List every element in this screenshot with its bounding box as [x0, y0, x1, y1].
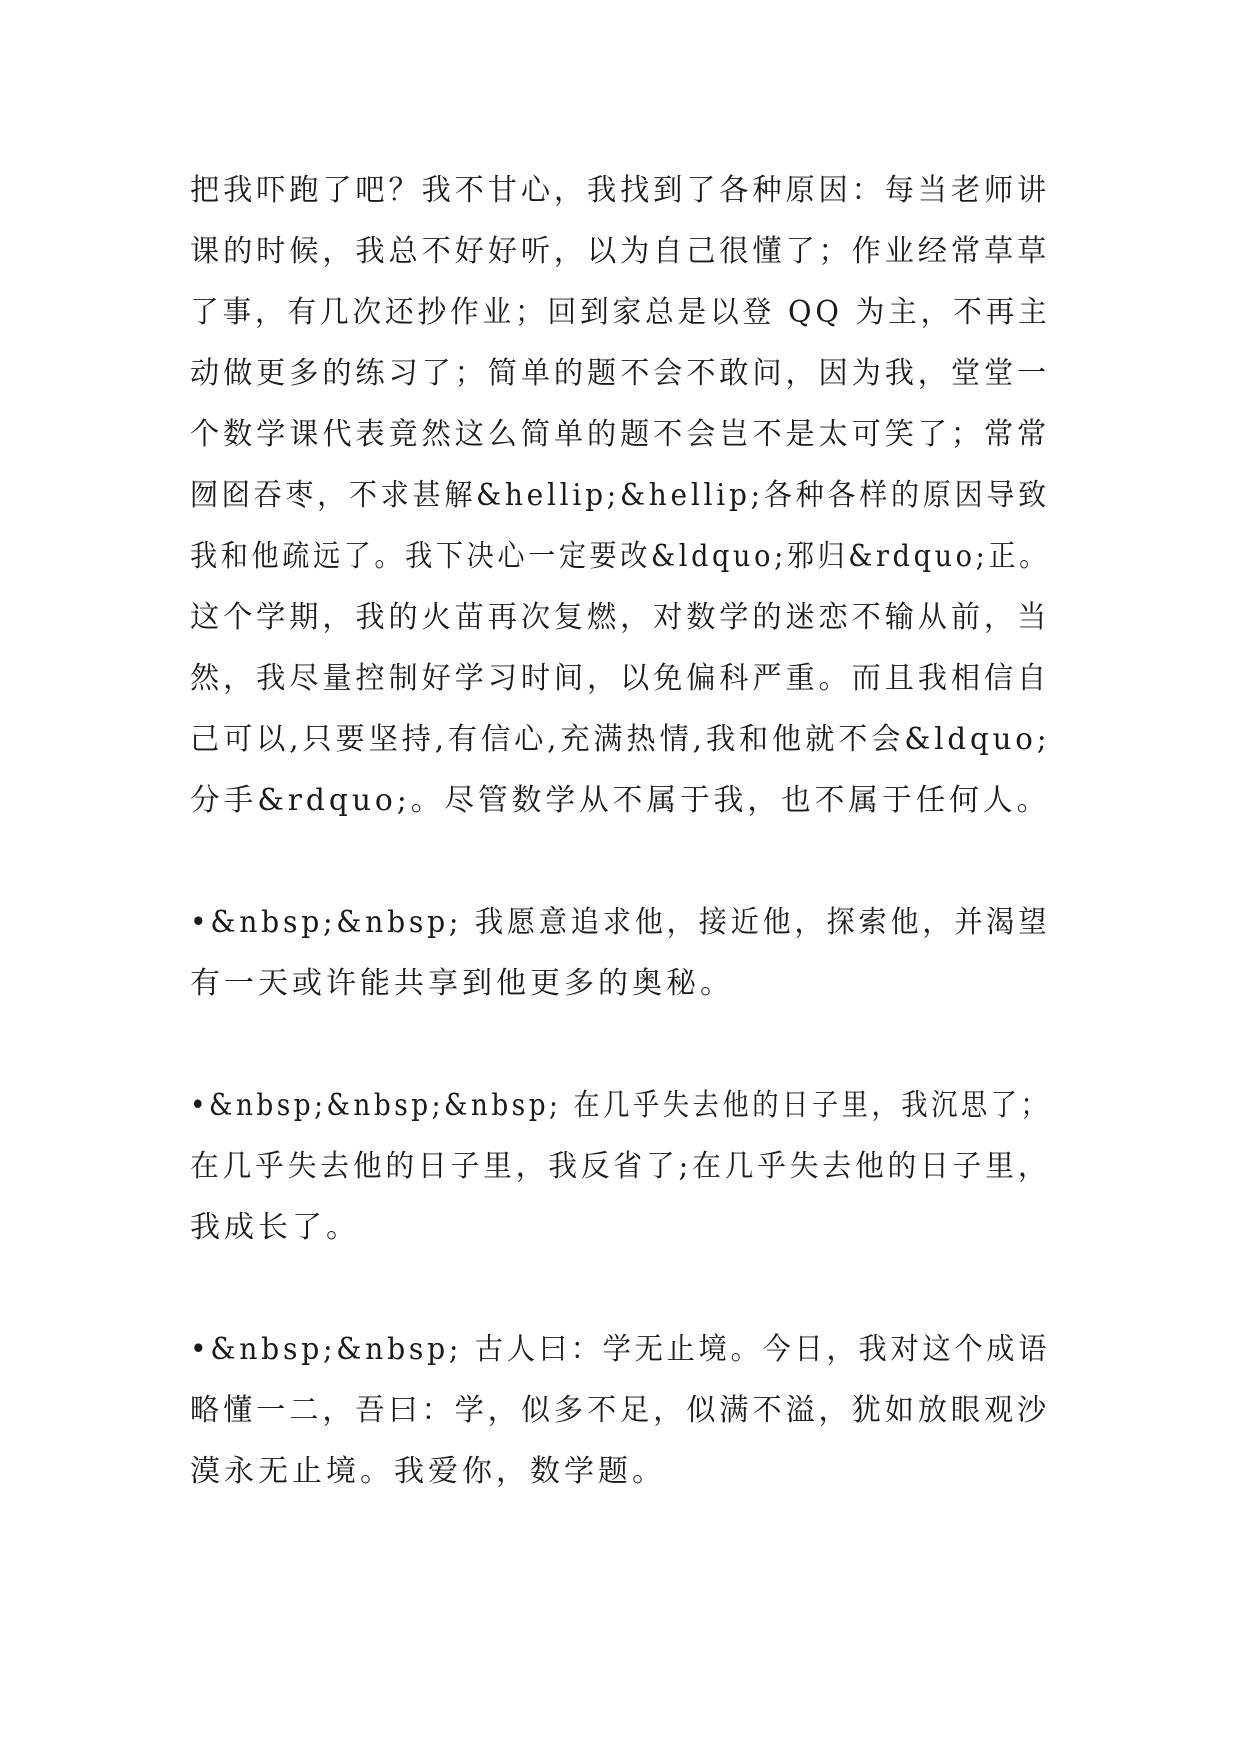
text-line: 然，我尽量控制好学习时间，以免偏科严重。而且我相信自: [190, 661, 1051, 696]
paragraph-4: [190, 1319, 1050, 1502]
text-line: •&nbsp;&nbsp; 古人曰：学无止境。今日，我对这个成语: [190, 1332, 1051, 1367]
text-line: 有一天或许能共享到他更多的奥秘。: [190, 966, 734, 1001]
text-line: 囫囵吞枣，不求甚解&hellip;&hellip;各种各样的原因导致: [190, 478, 1050, 513]
text-line: 这个学期，我的火苗再次复燃，对数学的迷恋不输从前，当: [190, 600, 1051, 635]
paragraph-gap: [190, 1258, 1050, 1319]
text-line: 把我吓跑了吧？我不甘心，我找到了各种原因：每当老师讲: [190, 173, 1051, 208]
text-line: •&nbsp;&nbsp; 我愿意追求他，接近他，探索他，并渴望: [190, 905, 1051, 940]
document-page: [190, 160, 1050, 1502]
text-line: 漠永无止境。我爱你，数学题。: [190, 1454, 666, 1489]
text-line: 动做更多的练习了；简单的题不会不敢问，因为我，堂堂一: [190, 356, 1051, 391]
text-line: 了事，有几次还抄作业；回到家总是以登 QQ 为主，不再主: [190, 295, 1051, 330]
text-line: 课的时候，我总不好好听，以为自己很懂了；作业经常草草: [190, 234, 1051, 269]
text-line: 略懂一二，吾曰：学，似多不足，似满不溢，犹如放眼观沙: [190, 1393, 1051, 1428]
text-line: 我和他疏远了。我下决心一定要改&ldquo;邪归&rdquo;正。: [190, 539, 1050, 574]
paragraph-3: [190, 1075, 1050, 1258]
text-line: 我成长了。: [190, 1210, 360, 1245]
text-line: 在几乎失去他的日子里，我反省了;在几乎失去他的日子里，: [190, 1149, 1051, 1184]
text-line: 己可以,只要坚持,有信心,充满热情,我和他就不会&ldquo;: [190, 722, 1051, 757]
paragraph-2: [190, 892, 1050, 1014]
paragraph-gap: [190, 1014, 1050, 1075]
text-line: •&nbsp;&nbsp;&nbsp; 在几乎失去他的日子里，我沉思了；: [190, 1088, 1051, 1123]
paragraph-1: [190, 160, 1050, 831]
text-line: 个数学课代表竟然这么简单的题不会岂不是太可笑了；常常: [190, 417, 1051, 452]
text-line: 分手&rdquo;。尽管数学从不属于我，也不属于任何人。: [190, 783, 1051, 818]
paragraph-gap: [190, 831, 1050, 892]
